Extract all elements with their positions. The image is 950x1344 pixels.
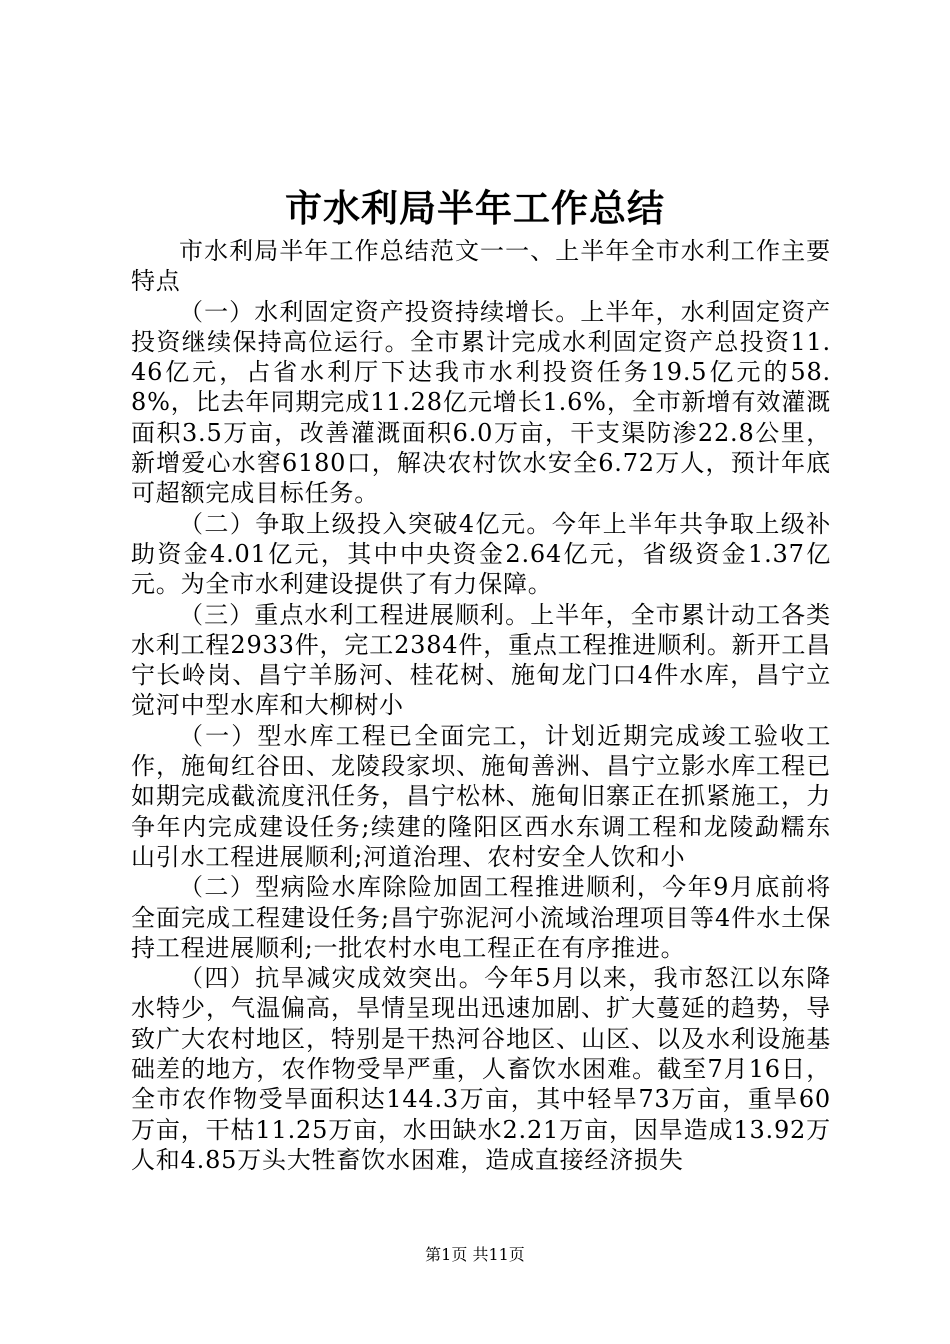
paragraph-key-projects: （三）重点水利工程进展顺利。上半年，全市累计动工各类水利工程2933件，完工2384件，重点工程推进顺利。新开工昌宁长岭岗、昌宁羊肠河、桂花树、施甸龙门口4件水库，昌宁立觉河中型水库和大柳树小 — [131, 600, 831, 720]
document-title: 市水利局半年工作总结 — [285, 186, 665, 230]
paragraph-funding: （二）争取上级投入突破4亿元。今年上半年共争取上级补助资金4.01亿元，其中中央资金2.64亿元，省级资金1.37亿元。为全市水利建设提供了有力保障。 — [131, 509, 831, 599]
page-number: 第1页 共11页 — [425, 1245, 525, 1264]
paragraph-drought-relief: （四）抗旱减灾成效突出。今年5月以来，我市怒江以东降水特少，气温偏高，旱情呈现出迅速加剧、扩大蔓延的趋势，导致广大农村地区，特别是干热河谷地区、山区、以及水利设施基础差的地方，农作物受旱严重，人畜饮水困难。截至7月16日，全市农作物受旱面积达144.3万亩，其中轻旱73万亩，重旱60万亩，干枯11.25万亩，水田缺水2.21万亩，因旱造成13.92万人和4.85万头大牲畜饮水困难，造成直接经济损失 — [131, 964, 831, 1174]
paragraph-investment: （一）水利固定资产投资持续增长。上半年，水利固定资产投资继续保持高位运行。全市累计完成水利固定资产总投资11.46亿元，占省水利厅下达我市水利投资任务19.5亿元的58.8%，比去年同期完成11.28亿元增长1.6%，全市新增有效灌溉面积3.5万亩，改善灌溉面积6.0万亩，干支渠防渗22.8公里，新增爱心水窖6180口，解决农村饮水安全6.72万人，预计年底可超额完成目标任务。 — [131, 297, 831, 508]
paragraph-small-reservoirs: （一）型水库工程已全面完工，计划近期完成竣工验收工作，施甸红谷田、龙陵段家坝、施甸善洲、昌宁立影水库工程已如期完成截流度汛任务，昌宁松林、施甸旧寨正在抓紧施工，力争年内完成建设任务;续建的隆阳区西水东调工程和龙陵勐糯东山引水工程进展顺利;河道治理、农村安全人饮和小 — [131, 721, 831, 871]
page-footer — [0, 1243, 950, 1267]
paragraph-risk-reservoirs: （二）型病险水库除险加固工程推进顺利，今年9月底前将全面完成工程建设任务;昌宁弥泥河小流域治理项目等4件水土保持工程进展顺利;一批农村水电工程正在有序推进。 — [131, 873, 831, 962]
paragraph-intro: 市水利局半年工作总结范文一一、上半年全市水利工作主要特点 — [131, 237, 831, 296]
document-body — [131, 236, 831, 1175]
